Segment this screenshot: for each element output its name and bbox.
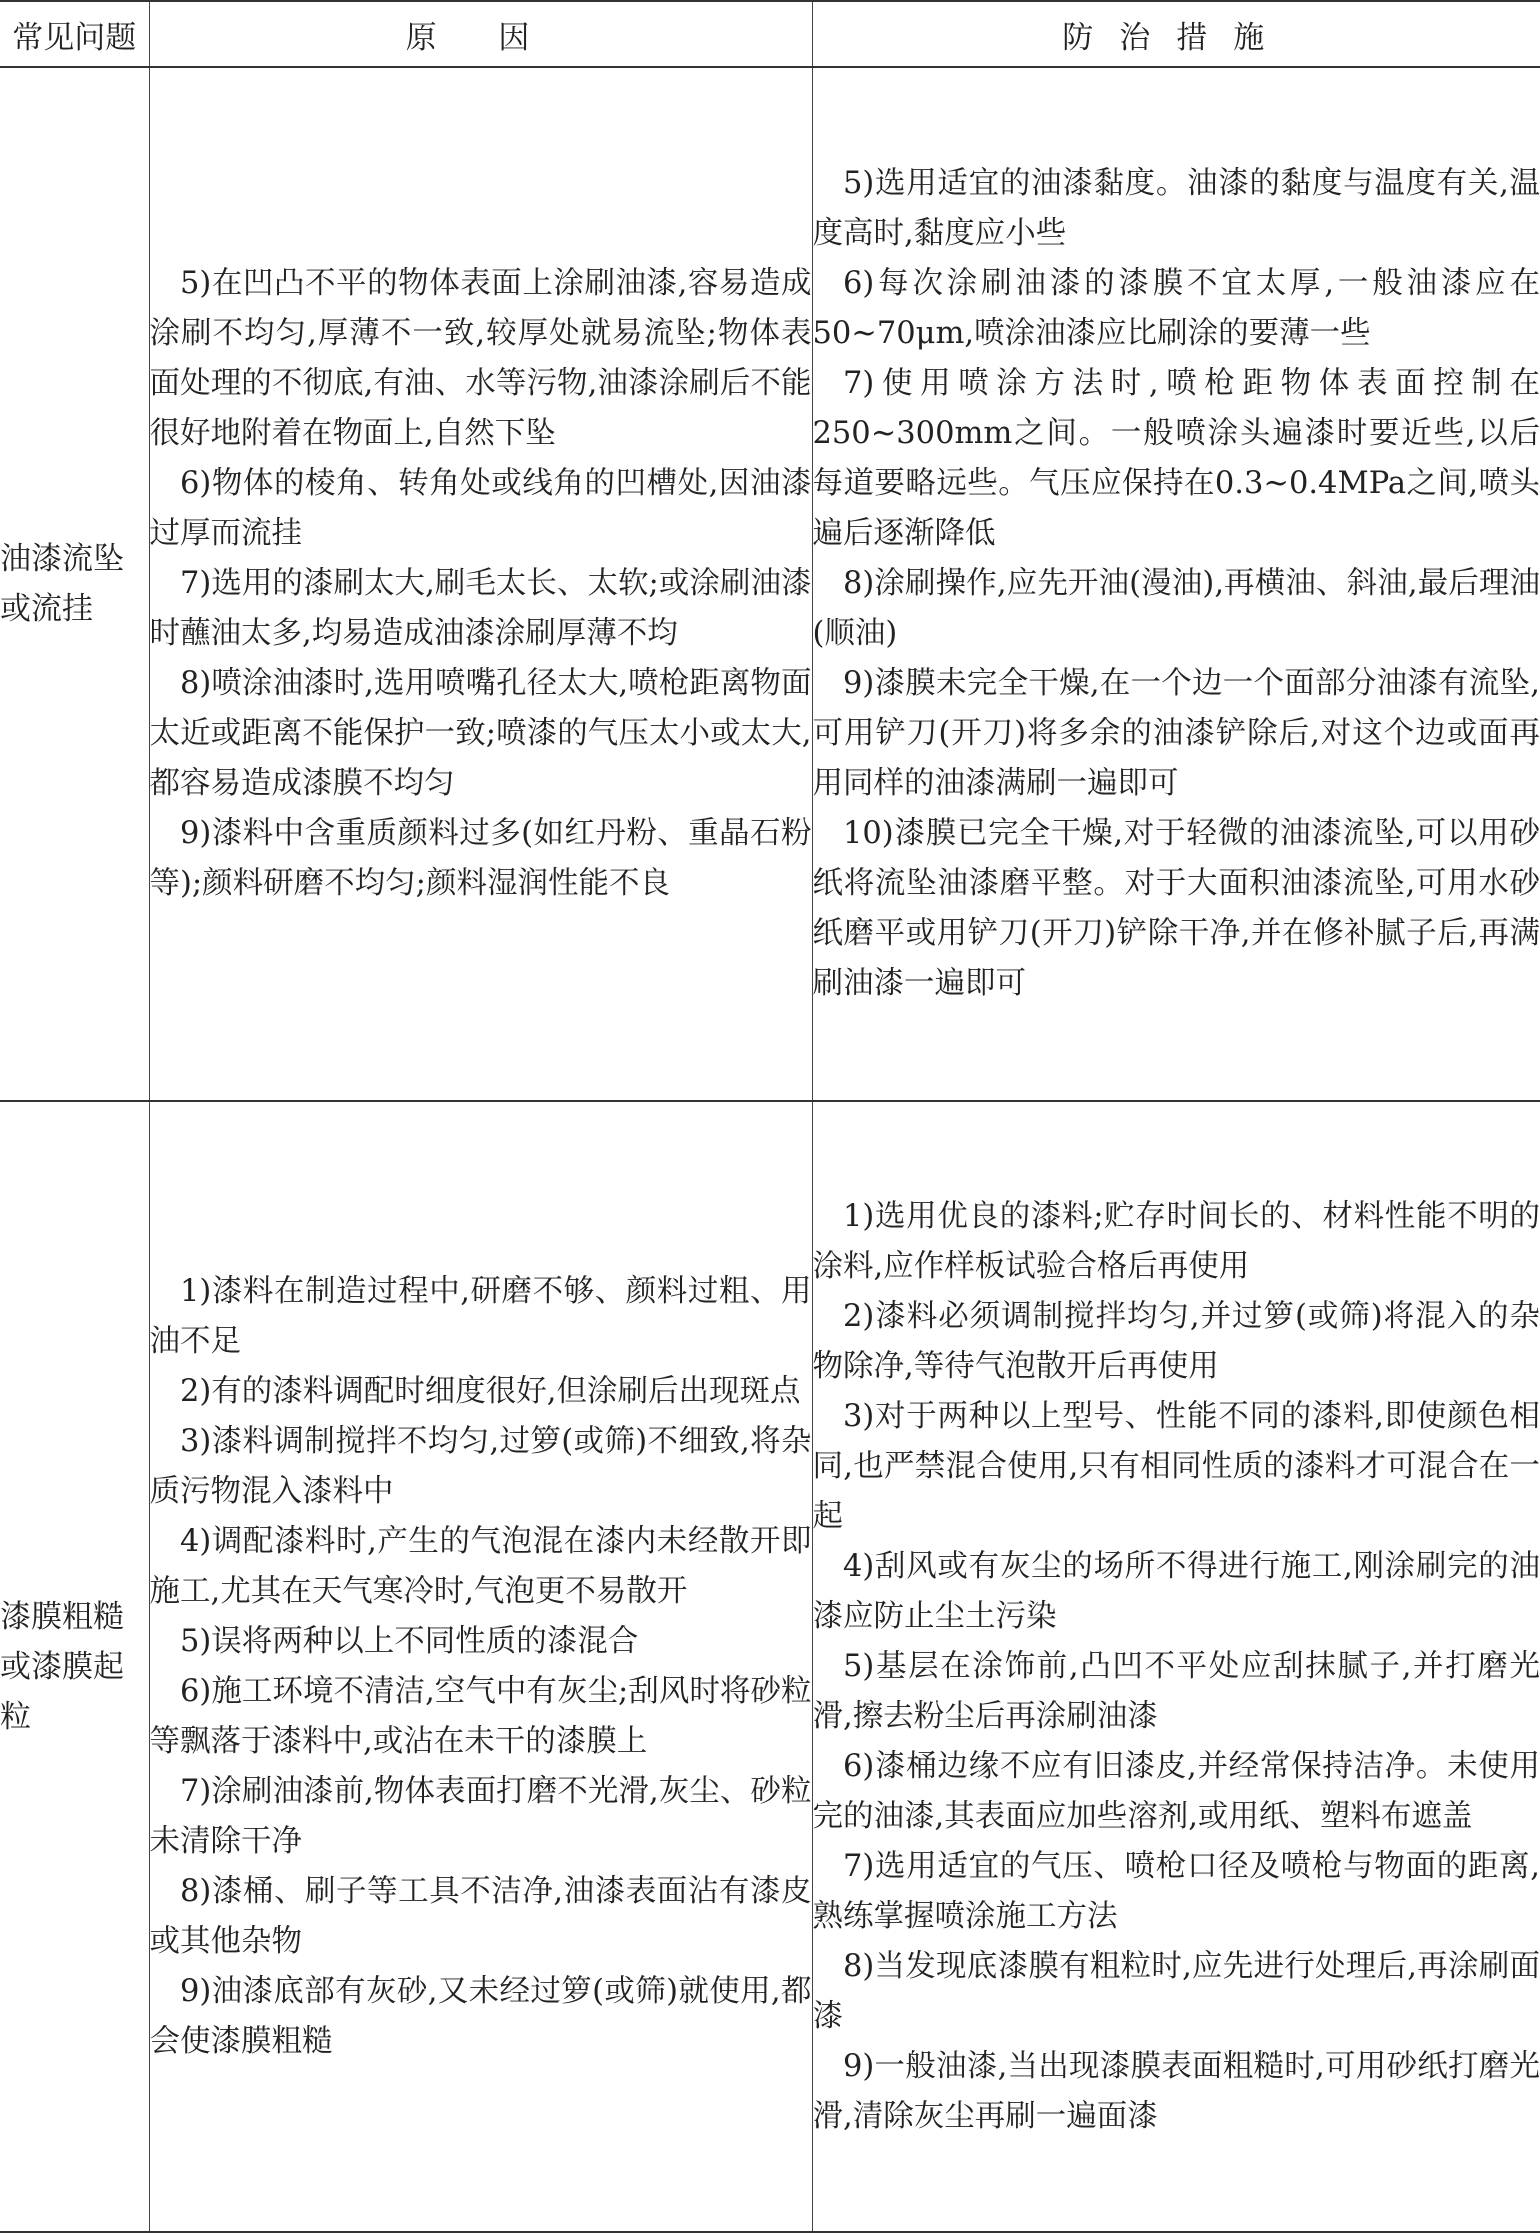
problem-label: 漆膜粗糙或漆膜起粒 (0, 1592, 149, 1742)
measure-item: 8)涂刷操作,应先开油(漫油),再横油、斜油,最后理油(顺油) (813, 559, 1540, 659)
cause-item: 9)油漆底部有灰砂,又未经过箩(或筛)就使用,都会使漆膜粗糙 (150, 1967, 812, 2067)
measure-item: 5)基层在涂饰前,凸凹不平处应刮抹腻子,并打磨光滑,擦去粉尘后再涂刷油漆 (813, 1642, 1540, 1742)
table-row (0, 67, 1540, 1101)
measure-item: 7)使用喷涂方法时,喷枪距物体表面控制在250~300mm之间。一般喷涂头遍漆时要近些,以后每道要略远些。气压应保持在0.3~0.4MPa之间,喷头遍后逐渐降低 (813, 359, 1540, 559)
cause-item: 5)在凹凸不平的物体表面上涂刷油漆,容易造成涂刷不均匀,厚薄不一致,较厚处就易流坠;物体表面处理的不彻底,有油、水等污物,油漆涂刷后不能很好地附着在物面上,自然下坠 (150, 259, 812, 459)
measure-item: 2)漆料必须调制搅拌均匀,并过箩(或筛)将混入的杂物除净,等待气泡散开后再使用 (813, 1292, 1540, 1392)
header-problem: 常见问题 (0, 1, 149, 67)
cause-item: 6)施工环境不清洁,空气中有灰尘;刮风时将砂粒等飘落于漆料中,或沾在未干的漆膜上 (150, 1667, 812, 1767)
cause-cell (149, 1101, 812, 2232)
cause-item: 7)选用的漆刷太大,刷毛太长、太软;或涂刷油漆时蘸油太多,均易造成油漆涂刷厚薄不均 (150, 559, 812, 659)
measure-item: 4)刮风或有灰尘的场所不得进行施工,刚涂刷完的油漆应防止尘土污染 (813, 1542, 1540, 1642)
measure-item: 6)每次涂刷油漆的漆膜不宜太厚,一般油漆应在50~70μm,喷涂油漆应比刷涂的要薄一些 (813, 259, 1540, 359)
cause-item: 5)误将两种以上不同性质的漆混合 (150, 1617, 812, 1667)
cause-item: 8)漆桶、刷子等工具不洁净,油漆表面沾有漆皮或其他杂物 (150, 1867, 812, 1967)
measure-item: 5)选用适宜的油漆黏度。油漆的黏度与温度有关,温度高时,黏度应小些 (813, 159, 1540, 259)
measure-item: 6)漆桶边缘不应有旧漆皮,并经常保持洁净。未使用完的油漆,其表面应加些溶剂,或用纸、塑料布遮盖 (813, 1742, 1540, 1842)
table-row (0, 1101, 1540, 2232)
measure-item: 9)漆膜未完全干燥,在一个边一个面部分油漆有流坠,可用铲刀(开刀)将多余的油漆铲除后,对这个边或面再用同样的油漆满刷一遍即可 (813, 659, 1540, 809)
cause-item: 6)物体的棱角、转角处或线角的凹槽处,因油漆过厚而流挂 (150, 459, 812, 559)
header-measure: 防治措施 (812, 1, 1540, 67)
measure-cell (812, 67, 1540, 1101)
measure-item: 1)选用优良的漆料;贮存时间长的、材料性能不明的涂料,应作样板试验合格后再使用 (813, 1192, 1540, 1292)
header-row (0, 1, 1540, 67)
cause-item: 4)调配漆料时,产生的气泡混在漆内未经散开即施工,尤其在天气寒冷时,气泡更不易散开 (150, 1517, 812, 1617)
problem-cell (0, 1101, 149, 2232)
cause-item: 1)漆料在制造过程中,研磨不够、颜料过粗、用油不足 (150, 1267, 812, 1367)
measure-item: 7)选用适宜的气压、喷枪口径及喷枪与物面的距离,熟练掌握喷涂施工方法 (813, 1842, 1540, 1942)
header-cause: 原 因 (149, 1, 812, 67)
cause-item: 2)有的漆料调配时细度很好,但涂刷后出现斑点 (150, 1367, 812, 1417)
cause-item: 8)喷涂油漆时,选用喷嘴孔径太大,喷枪距离物面太近或距离不能保护一致;喷漆的气压太小或太大,都容易造成漆膜不均匀 (150, 659, 812, 809)
cause-item: 3)漆料调制搅拌不均匀,过箩(或筛)不细致,将杂质污物混入漆料中 (150, 1417, 812, 1517)
cause-item: 9)漆料中含重质颜料过多(如红丹粉、重晶石粉等);颜料研磨不均匀;颜料湿润性能不良 (150, 809, 812, 909)
cause-cell (149, 67, 812, 1101)
measure-item: 8)当发现底漆膜有粗粒时,应先进行处理后,再涂刷面漆 (813, 1942, 1540, 2042)
problem-label: 油漆流坠或流挂 (0, 534, 149, 634)
measure-item: 10)漆膜已完全干燥,对于轻微的油漆流坠,可以用砂纸将流坠油漆磨平整。对于大面积油漆流坠,可用水砂纸磨平或用铲刀(开刀)铲除干净,并在修补腻子后,再满刷油漆一遍即可 (813, 809, 1540, 1009)
cause-item: 7)涂刷油漆前,物体表面打磨不光滑,灰尘、砂粒未清除干净 (150, 1767, 812, 1867)
measure-item: 3)对于两种以上型号、性能不同的漆料,即使颜色相同,也严禁混合使用,只有相同性质的漆料才可混合在一起 (813, 1392, 1540, 1542)
measure-cell (812, 1101, 1540, 2232)
problem-cell (0, 67, 149, 1101)
measure-item: 9)一般油漆,当出现漆膜表面粗糙时,可用砂纸打磨光滑,清除灰尘再刷一遍面漆 (813, 2042, 1540, 2142)
